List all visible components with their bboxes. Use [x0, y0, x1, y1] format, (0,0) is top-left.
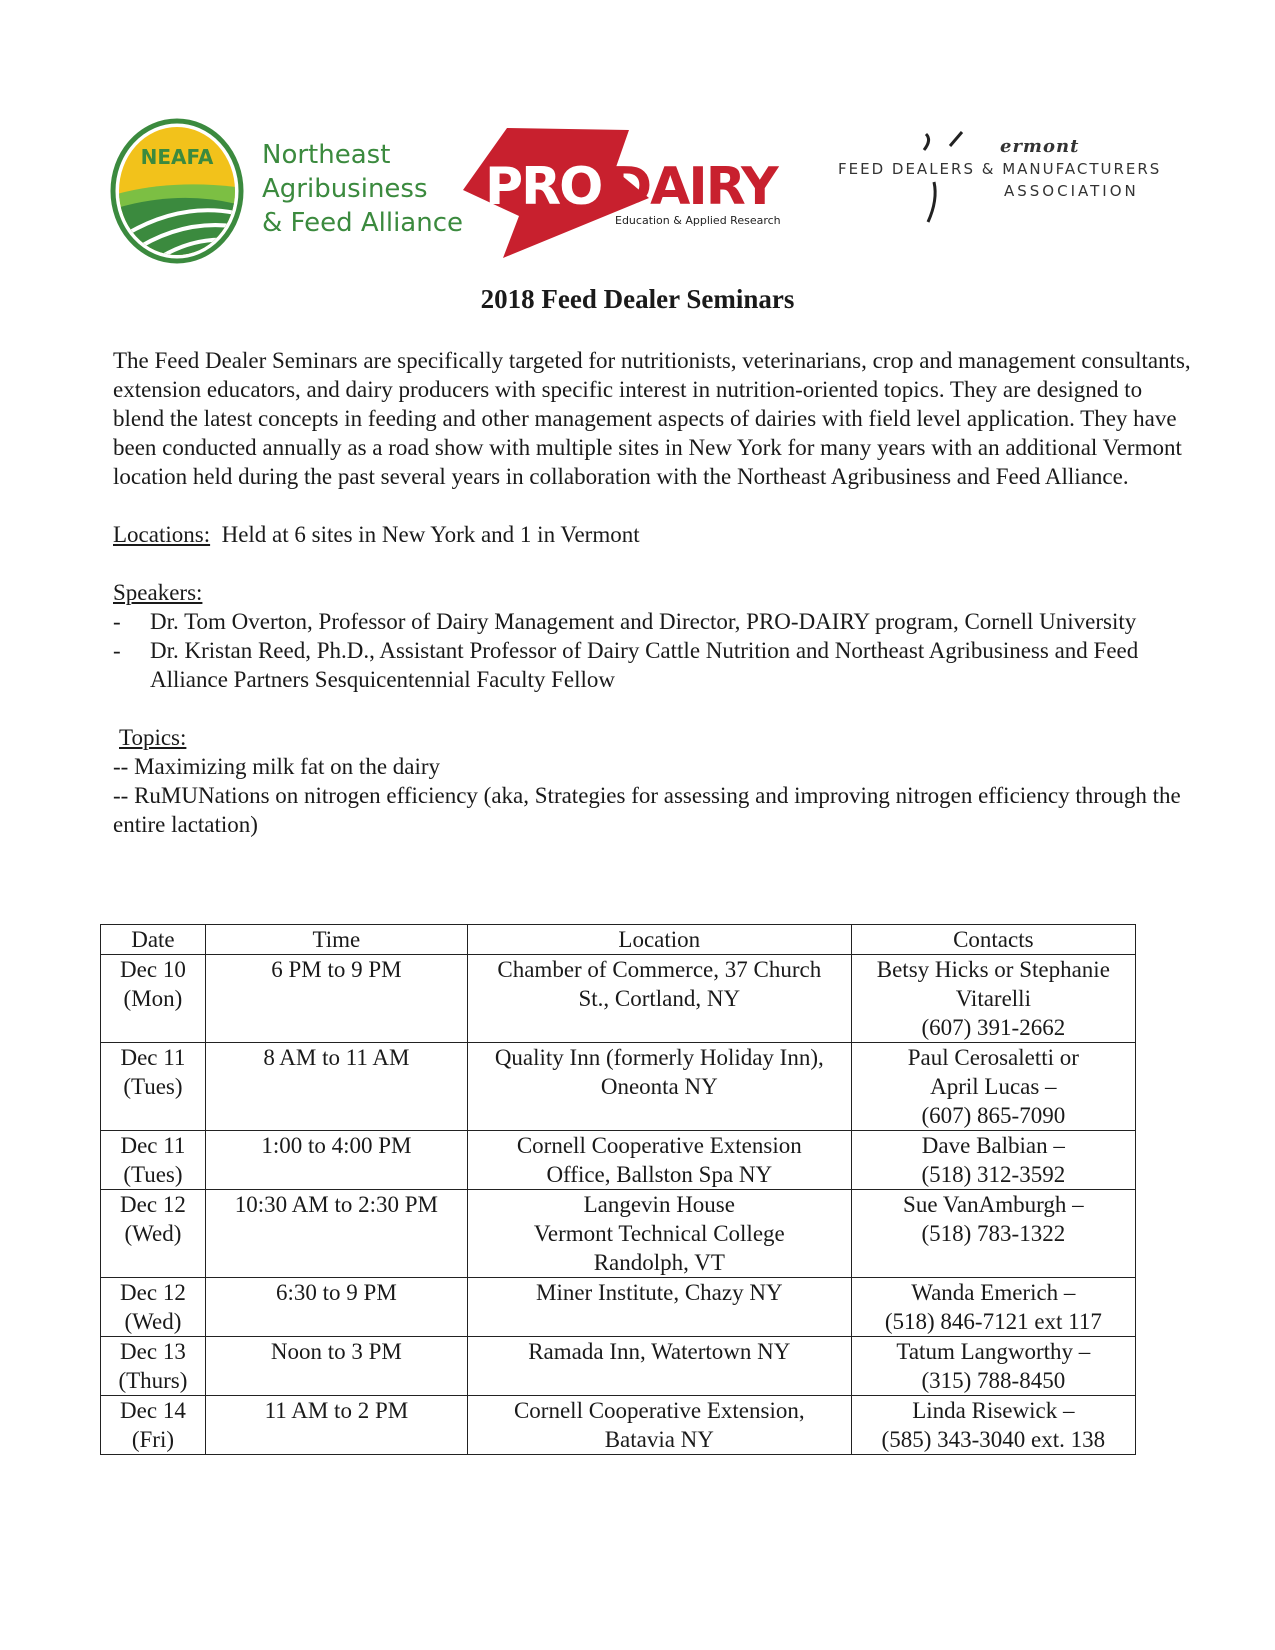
- cell-date: Dec 11 (Tues): [101, 1043, 206, 1131]
- vermont-line-1: FEED DEALERS & MANUFACTURERS: [838, 160, 1162, 178]
- cell-location: Cornell Cooperative Extension Office, Ballston Spa NY: [467, 1131, 851, 1190]
- schedule-header-row: [101, 925, 1136, 955]
- cell-contact: Paul Cerosaletti or April Lucas – (607) 865-7090: [851, 1043, 1135, 1131]
- neafa-seal-logo: [110, 118, 244, 264]
- cell-date: Dec 13 (Thurs): [101, 1337, 206, 1396]
- table-row: [101, 1190, 1136, 1278]
- speakers-section: [113, 578, 1193, 694]
- cell-time: 1:00 to 4:00 PM: [205, 1131, 467, 1190]
- intro-paragraph: The Feed Dealer Seminars are specifically targeted for nutritionists, veterinarians, crop and management consultants, extension educators, and dairy producers with specific interest in nutrition-oriented topics. They are designed to blend the latest concepts in feeding and other management aspects of dairies with field level application. They have been conducted annually as a road show with multiple sites in New York for many years with an additional Vermont location held during the past several years in collaboration with the Northeast Agribusiness and Feed Alliance.: [113, 348, 1191, 489]
- locations-section: [113, 520, 1193, 549]
- vermont-association-logo: [838, 130, 1168, 230]
- cell-location: Miner Institute, Chazy NY: [467, 1278, 851, 1337]
- cell-date: Dec 11 (Tues): [101, 1131, 206, 1190]
- cell-time: Noon to 3 PM: [205, 1337, 467, 1396]
- cell-contact: Linda Risewick – (585) 343-3040 ext. 138: [851, 1396, 1135, 1455]
- table-row: [101, 1278, 1136, 1337]
- cell-date: Dec 14 (Fri): [101, 1396, 206, 1455]
- cell-time: 6:30 to 9 PM: [205, 1278, 467, 1337]
- speaker-item: - Dr. Tom Overton, Professor of Dairy Management and Director, PRO-DAIRY program, Cornell University: [113, 609, 1137, 634]
- speaker-item: - Dr. Kristan Reed, Ph.D., Assistant Professor of Dairy Cattle Nutrition and Northeast Agribusiness and Feed Alliance Partners Sesquicentennial Faculty Fellow: [113, 638, 1139, 692]
- header-time: Time: [205, 925, 467, 955]
- cell-contact: Tatum Langworthy – (315) 788-8450: [851, 1337, 1135, 1396]
- neafa-name-line-1: Northeast: [262, 140, 391, 170]
- topics-label: Topics:: [119, 725, 187, 750]
- header-location: Location: [467, 925, 851, 955]
- logo-banner: [0, 0, 1275, 270]
- header-contacts: Contacts: [851, 925, 1135, 955]
- neafa-name: [262, 138, 463, 240]
- cell-contact: Betsy Hicks or Stephanie Vitarelli (607) 391-2662: [851, 955, 1135, 1043]
- cell-time: 8 AM to 11 AM: [205, 1043, 467, 1131]
- cell-time: 11 AM to 2 PM: [205, 1396, 467, 1455]
- cell-location: Chamber of Commerce, 37 Church St., Cortland, NY: [467, 955, 851, 1043]
- cell-location: Quality Inn (formerly Holiday Inn), Oneonta NY: [467, 1043, 851, 1131]
- cell-location: Cornell Cooperative Extension, Batavia NY: [467, 1396, 851, 1455]
- neafa-name-line-3: & Feed Alliance: [262, 208, 463, 238]
- cell-contact: Dave Balbian – (518) 312-3592: [851, 1131, 1135, 1190]
- speakers-list: [113, 607, 1193, 694]
- cell-location: Langevin House Vermont Technical College Randolph, VT: [467, 1190, 851, 1278]
- prodairy-tagline: Education & Applied Research: [615, 214, 781, 227]
- table-row: [101, 955, 1136, 1043]
- prodairy-pro: PRO: [485, 157, 602, 217]
- document-body: [113, 346, 1193, 839]
- prodairy-logo: [463, 124, 809, 258]
- cell-contact: Wanda Emerich – (518) 846-7121 ext 117: [851, 1278, 1135, 1337]
- neafa-name-line-2: Agribusiness: [262, 174, 428, 204]
- vermont-ermont-text: ermont: [1000, 136, 1080, 157]
- speaker-text: Dr. Kristan Reed, Ph.D., Assistant Professor of Dairy Cattle Nutrition and Northeast Agribusiness and Feed Alliance Partners Sesquicentennial Faculty Fellow: [150, 638, 1139, 692]
- topic-item: -- RuMUNations on nitrogen efficiency (aka, Strategies for assessing and improving nitrogen efficiency through the entire lactation): [113, 783, 1181, 837]
- table-row: [101, 1396, 1136, 1455]
- prodairy-dairy: DAIRY: [609, 157, 777, 217]
- cell-date: Dec 12 (Wed): [101, 1278, 206, 1337]
- schedule-body: [101, 955, 1136, 1455]
- locations-label: Locations:: [113, 522, 211, 547]
- locations-text: Held at 6 sites in New York and 1 in Vermont: [221, 522, 640, 547]
- table-row: [101, 1043, 1136, 1131]
- topic-item: -- Maximizing milk fat on the dairy: [113, 754, 441, 779]
- cell-time: 10:30 AM to 2:30 PM: [205, 1190, 467, 1278]
- vermont-line-2: ASSOCIATION: [1004, 182, 1139, 200]
- cell-contact: Sue VanAmburgh – (518) 783-1322: [851, 1190, 1135, 1278]
- table-row: [101, 1131, 1136, 1190]
- speaker-text: Dr. Tom Overton, Professor of Dairy Management and Director, PRO-DAIRY program, Cornell University: [150, 609, 1137, 634]
- header-date: Date: [101, 925, 206, 955]
- neafa-seal-text: NEAFA: [140, 145, 214, 169]
- topics-section: [113, 723, 1193, 839]
- speakers-label: Speakers:: [113, 580, 203, 605]
- schedule-table: [100, 924, 1136, 1455]
- cell-location: Ramada Inn, Watertown NY: [467, 1337, 851, 1396]
- page-title: 2018 Feed Dealer Seminars: [480, 284, 795, 314]
- cell-time: 6 PM to 9 PM: [205, 955, 467, 1043]
- table-row: [101, 1337, 1136, 1396]
- cell-date: Dec 12 (Wed): [101, 1190, 206, 1278]
- cell-date: Dec 10 (Mon): [101, 955, 206, 1043]
